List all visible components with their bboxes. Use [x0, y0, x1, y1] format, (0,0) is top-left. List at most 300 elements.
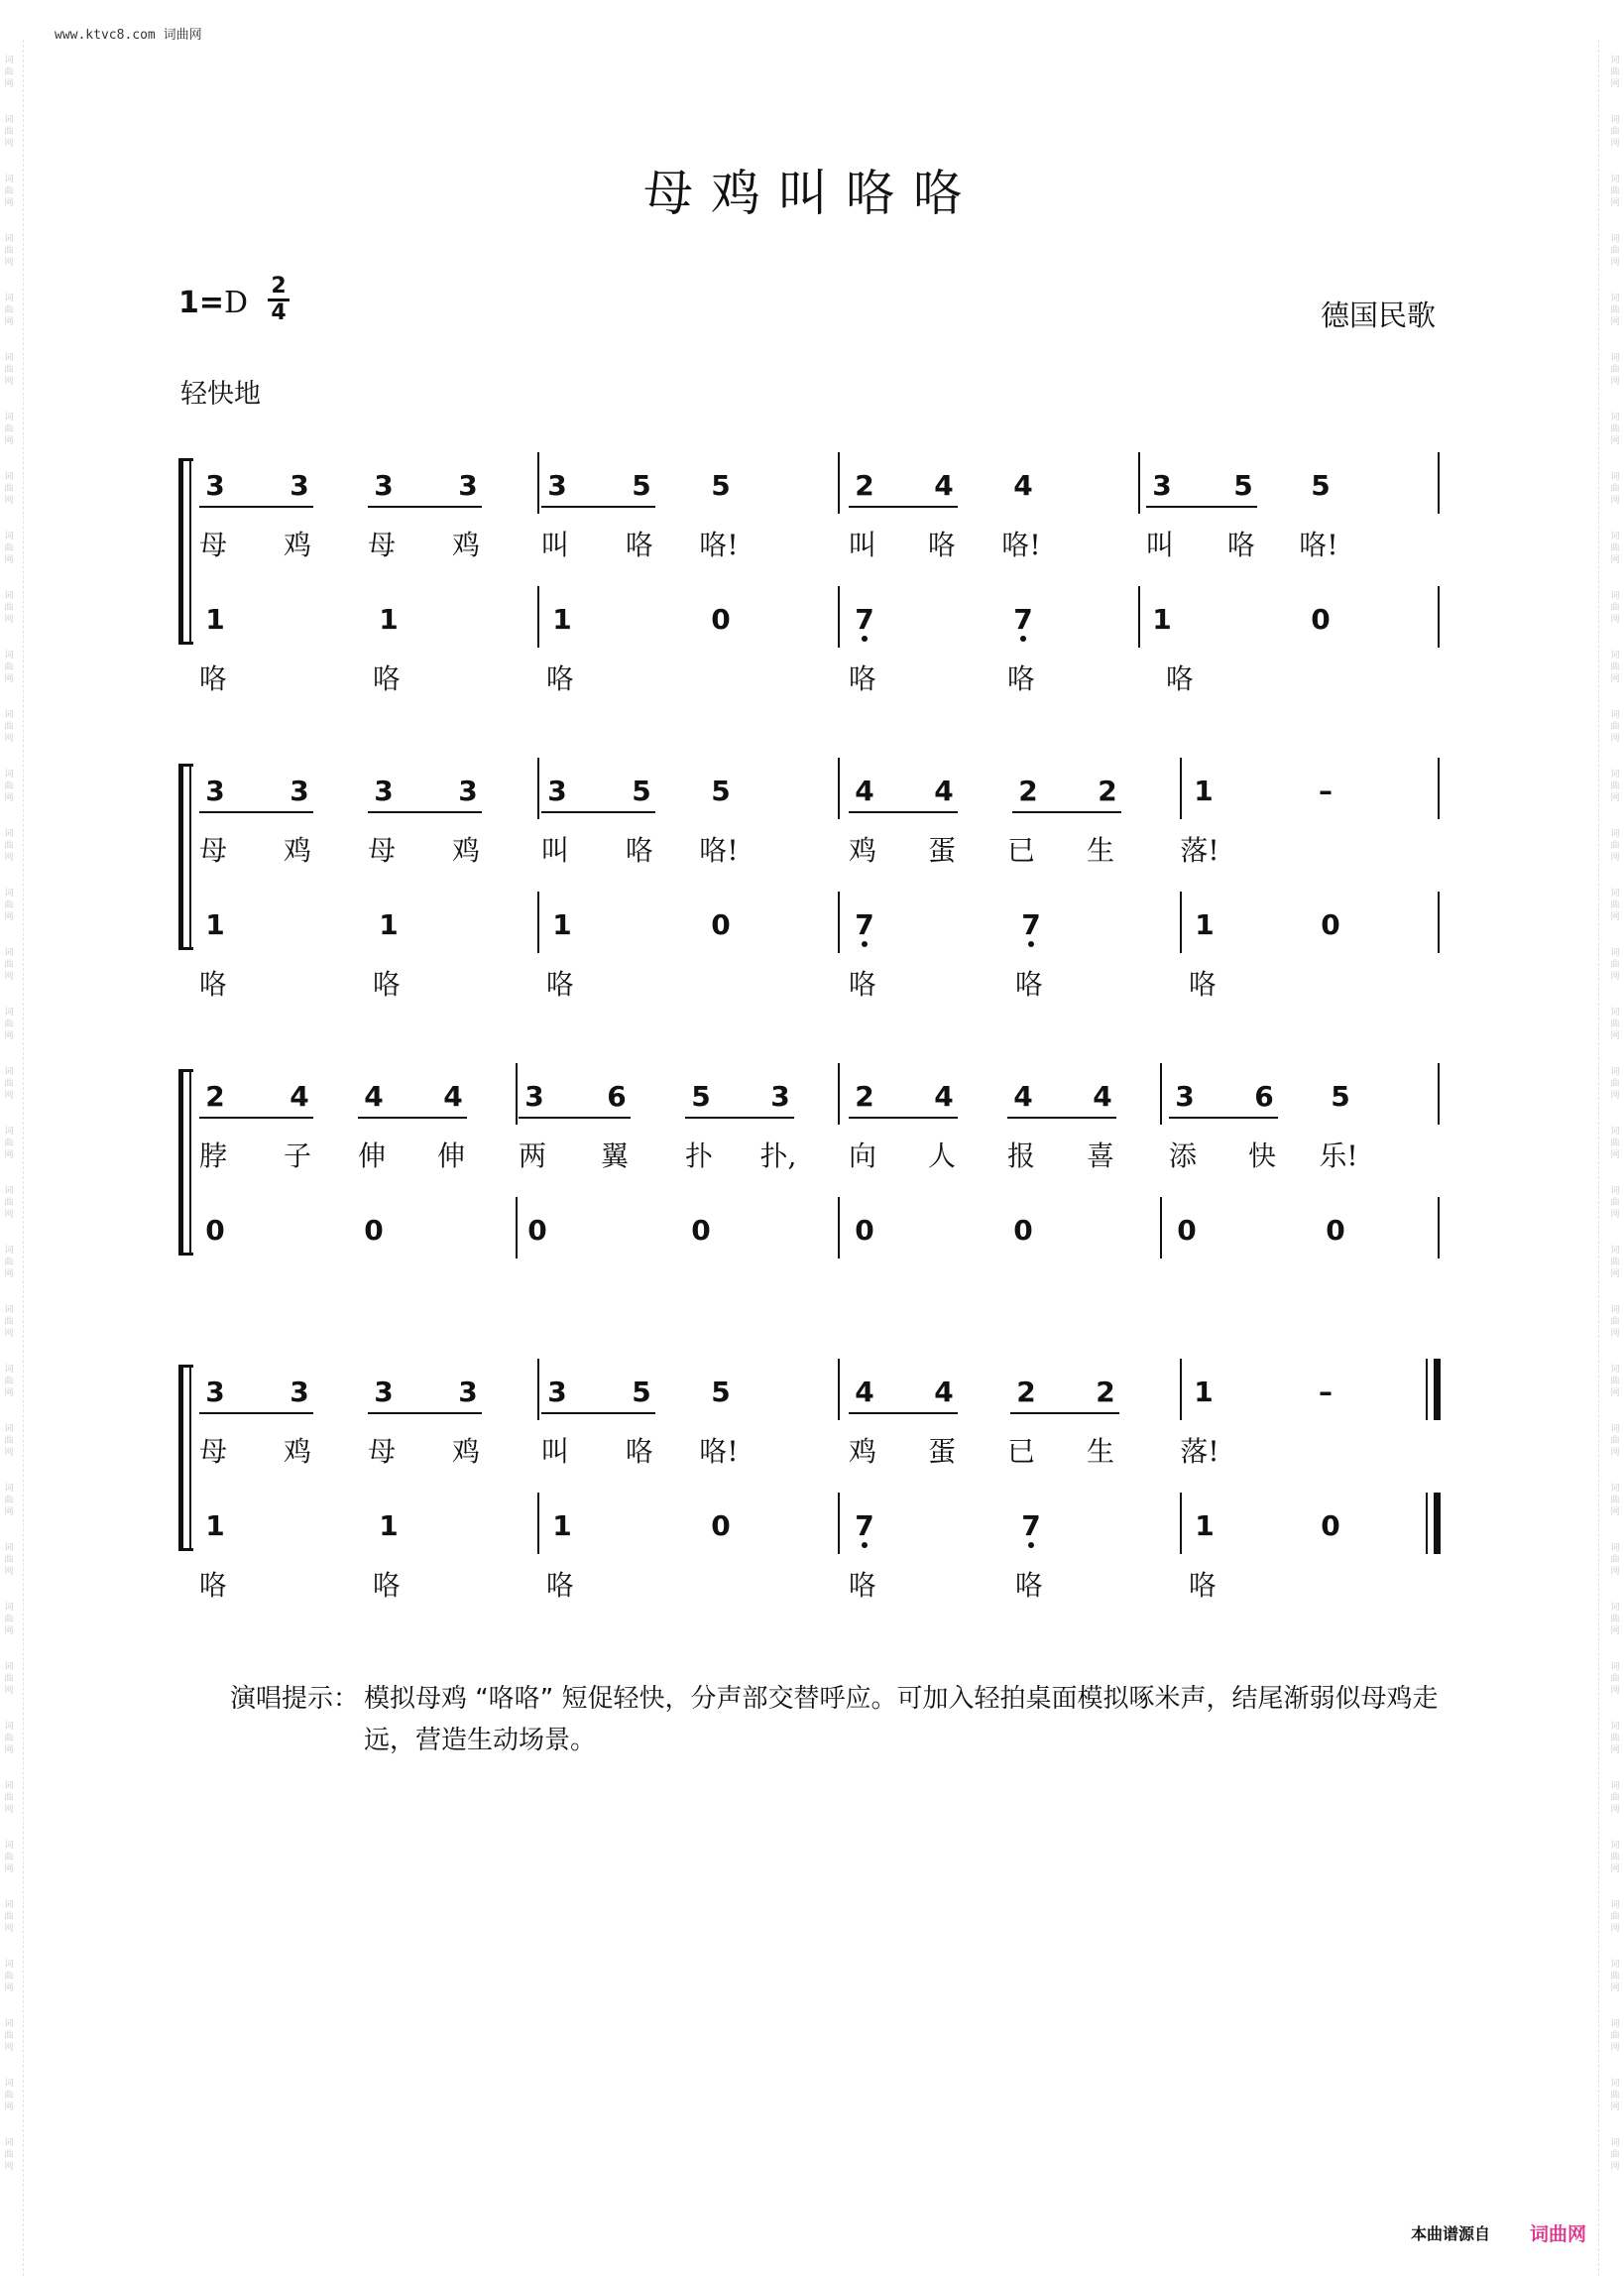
lyric-upper: 咯! [1299, 529, 1338, 561]
watermark-text: 词 曲 网 [4, 1722, 14, 1755]
note: 2 [855, 469, 874, 502]
note: 3 [205, 775, 225, 807]
final-barline-thick [1434, 1493, 1441, 1554]
barline [1180, 1359, 1182, 1420]
barline [838, 892, 840, 953]
lyric-upper: 两 [518, 1139, 546, 1172]
barline [838, 1063, 840, 1125]
lyric-upper: 鸡 [848, 1435, 876, 1468]
footer-site-link[interactable]: 词曲网 [1529, 2223, 1586, 2245]
note: 0 [1311, 603, 1331, 636]
note: – [1319, 1376, 1333, 1408]
lyric-lower: 咯 [848, 968, 876, 1001]
lyric-upper: 落! [1180, 1435, 1219, 1468]
lyric-upper: 蛋 [927, 1435, 956, 1468]
note: 3 [205, 1376, 225, 1408]
note: 0 [1321, 1509, 1340, 1542]
watermark-text: 词 曲 网 [1610, 532, 1620, 565]
watermark-text: 词 曲 网 [4, 1365, 14, 1398]
watermark-text: 词 曲 网 [4, 413, 14, 446]
lyric-upper: 鸡 [451, 1435, 480, 1468]
watermark-text: 词 曲 网 [4, 591, 14, 625]
watermark-text: 词 曲 网 [1610, 1246, 1620, 1279]
lyric-lower: 咯 [545, 1569, 574, 1602]
lyric-upper: 咯! [699, 529, 739, 561]
note: 0 [711, 603, 731, 636]
note: 4 [1013, 469, 1033, 502]
watermark-text: 词 曲 网 [4, 1127, 14, 1160]
watermark-text: 词 曲 网 [1610, 1662, 1620, 1696]
watermark-text: 词 曲 网 [1610, 56, 1620, 89]
note: 5 [632, 775, 651, 807]
note: 0 [855, 1214, 874, 1247]
eighth-beam [1010, 1412, 1119, 1414]
note: 1 [1194, 1376, 1214, 1408]
watermark-text: 词 曲 网 [1610, 1008, 1620, 1041]
watermark-text: 词 曲 网 [4, 115, 14, 149]
lyric-upper: 鸡 [283, 529, 311, 561]
note: 4 [855, 1376, 874, 1408]
lyric-upper: 叫 [1145, 529, 1174, 561]
song-title: 母鸡叫咯咯 [643, 165, 981, 222]
score-system [178, 466, 1438, 695]
watermark-text: 词 曲 网 [1610, 234, 1620, 268]
lower-octave-dot [1020, 636, 1026, 642]
watermark-text: 词 曲 网 [1610, 591, 1620, 625]
note: 2 [855, 1080, 874, 1113]
lyric-upper: 咯! [1001, 529, 1041, 561]
lyric-lower: 咯 [1165, 662, 1194, 695]
lyric-upper: 扑, [759, 1139, 797, 1172]
lyric-upper: 蛋 [927, 834, 956, 867]
note: 4 [1013, 1080, 1033, 1113]
watermark-text: 词 曲 网 [1610, 948, 1620, 982]
lyric-upper: 叫 [848, 529, 876, 561]
watermark-text: 词 曲 网 [1610, 1484, 1620, 1517]
watermark-text: 词 曲 网 [4, 56, 14, 89]
eighth-beam [1169, 1117, 1278, 1119]
lyric-upper: 乐! [1319, 1139, 1358, 1172]
left-watermark [2, 55, 16, 2236]
note: 3 [374, 775, 394, 807]
note: 7 [850, 1506, 879, 1546]
barline [1438, 452, 1440, 514]
watermark-text: 词 曲 网 [4, 1484, 14, 1517]
note: 1 [1194, 775, 1214, 807]
left-margin-line [23, 40, 24, 2276]
note: 1 [379, 1509, 399, 1542]
note: 3 [374, 1376, 394, 1408]
right-watermark [1608, 55, 1622, 2236]
lyric-upper: 添 [1168, 1139, 1197, 1172]
lower-octave-dot [1028, 941, 1034, 947]
score-system [178, 772, 1438, 1001]
lyric-lower: 咯 [372, 662, 401, 695]
note: 0 [527, 1214, 547, 1247]
note: 1 [205, 908, 225, 941]
note: 7 [1008, 600, 1038, 640]
note: 0 [364, 1214, 384, 1247]
final-barline-thick [1434, 1359, 1441, 1420]
lyric-upper: 鸡 [283, 834, 311, 867]
lyric-lower: 咯 [198, 968, 227, 1001]
tempo-marking: 轻快地 [180, 379, 261, 410]
note: 6 [1254, 1080, 1274, 1113]
watermark-text: 词 曲 网 [1610, 115, 1620, 149]
barline [537, 1359, 539, 1420]
note: – [1319, 775, 1333, 807]
eighth-beam [541, 811, 655, 813]
barline [838, 1197, 840, 1258]
note: 3 [205, 469, 225, 502]
note: 1 [379, 908, 399, 941]
lyric-upper: 报 [1006, 1139, 1035, 1172]
watermark-text: 词 曲 网 [1610, 1722, 1620, 1755]
lyric-lower: 咯 [545, 662, 574, 695]
eighth-beam [1007, 1117, 1116, 1119]
note: 3 [547, 1376, 567, 1408]
watermark-text: 词 曲 网 [4, 353, 14, 387]
note: 1 [205, 1509, 225, 1542]
note: 1 [1195, 908, 1215, 941]
note: 3 [458, 775, 478, 807]
final-barline-thin [1426, 1493, 1428, 1554]
note: 3 [547, 469, 567, 502]
watermark-text: 词 曲 网 [1610, 1960, 1620, 1993]
watermark-text: 词 曲 网 [4, 1960, 14, 1993]
barline [537, 892, 539, 953]
watermark-text: 词 曲 网 [4, 1305, 14, 1339]
note: 1 [552, 908, 572, 941]
key-signature: 1=D [178, 286, 249, 320]
lyric-upper: 生 [1086, 1435, 1114, 1468]
tip-text: 模拟母鸡 “咯咯” 短促轻快，分声部交替呼应。可加入轻拍桌面模拟啄米声，结尾渐弱似母鸡走远，营造生动场景。 [364, 1684, 1439, 1755]
note: 4 [855, 775, 874, 807]
watermark-text: 词 曲 网 [4, 1246, 14, 1279]
note: 5 [711, 469, 731, 502]
note: 7 [850, 600, 879, 640]
note: 4 [290, 1080, 309, 1113]
note: 1 [552, 1509, 572, 1542]
note: 4 [934, 1376, 954, 1408]
lyric-upper: 鸡 [283, 1435, 311, 1468]
note: 0 [205, 1214, 225, 1247]
watermark-text: 词 曲 网 [1610, 2138, 1620, 2172]
lyric-lower: 咯 [372, 968, 401, 1001]
barline [1438, 1197, 1440, 1258]
note: 3 [770, 1080, 790, 1113]
note: 2 [1018, 775, 1038, 807]
watermark-text: 词 曲 网 [4, 1543, 14, 1577]
final-barline-thin [1426, 1359, 1428, 1420]
lyric-upper: 咯! [699, 834, 739, 867]
note: 2 [1098, 775, 1117, 807]
eighth-beam [199, 506, 313, 508]
note: 0 [711, 908, 731, 941]
watermark-text: 词 曲 网 [1610, 2079, 1620, 2112]
note: 4 [364, 1080, 384, 1113]
barline [838, 1493, 840, 1554]
lyric-lower: 咯 [372, 1569, 401, 1602]
watermark-text: 词 曲 网 [1610, 1186, 1620, 1220]
lyric-upper: 已 [1006, 834, 1035, 867]
watermark-text: 词 曲 网 [4, 2079, 14, 2112]
barline [537, 758, 539, 819]
lyric-upper: 咯! [699, 1435, 739, 1468]
lyric-upper: 生 [1086, 834, 1114, 867]
eighth-beam [199, 811, 313, 813]
note: 7 [1016, 905, 1046, 945]
footer-source-label: 本曲谱源自 [1410, 2224, 1490, 2243]
barline [838, 452, 840, 514]
note: 3 [290, 1376, 309, 1408]
watermark-text: 词 曲 网 [1610, 1841, 1620, 1874]
note: 5 [1331, 1080, 1350, 1113]
barline [516, 1063, 518, 1125]
lyric-lower: 咯 [198, 1569, 227, 1602]
eighth-beam [358, 1117, 467, 1119]
watermark-text: 词 曲 网 [4, 1603, 14, 1636]
note: 2 [1096, 1376, 1115, 1408]
lyric-lower: 咯 [1014, 1569, 1043, 1602]
lyric-lower: 咯 [1014, 968, 1043, 1001]
lyric-upper: 咯 [625, 1435, 653, 1468]
eighth-beam [199, 1117, 313, 1119]
note: 4 [934, 1080, 954, 1113]
watermark-text: 词 曲 网 [1610, 2019, 1620, 2053]
watermark-text: 词 曲 网 [4, 889, 14, 922]
lyric-upper: 咯 [625, 529, 653, 561]
watermark-text: 词 曲 网 [4, 1841, 14, 1874]
note: 5 [711, 775, 731, 807]
note: 5 [632, 469, 651, 502]
barline [1438, 1063, 1440, 1125]
eighth-beam [199, 1412, 313, 1414]
note: 1 [1195, 1509, 1215, 1542]
watermark-text: 词 曲 网 [1610, 829, 1620, 863]
watermark-text: 词 曲 网 [1610, 472, 1620, 506]
lower-octave-dot [862, 941, 868, 947]
lyric-lower: 咯 [1188, 968, 1217, 1001]
lyric-upper: 叫 [540, 834, 569, 867]
lyric-upper: 向 [848, 1139, 876, 1172]
barline [1160, 1197, 1162, 1258]
watermark-text: 词 曲 网 [4, 472, 14, 506]
note: 1 [379, 603, 399, 636]
eighth-beam [541, 506, 655, 508]
watermark-text: 词 曲 网 [1610, 1603, 1620, 1636]
note: 0 [691, 1214, 711, 1247]
watermark-text: 词 曲 网 [1610, 889, 1620, 922]
lyric-upper: 伸 [357, 1139, 386, 1172]
lyric-lower: 咯 [545, 968, 574, 1001]
watermark-text: 词 曲 网 [1610, 353, 1620, 387]
note: 4 [934, 469, 954, 502]
watermark-text: 词 曲 网 [4, 1008, 14, 1041]
watermark-text: 词 曲 网 [4, 651, 14, 684]
lyric-upper: 母 [198, 1435, 227, 1468]
barline [1180, 1493, 1182, 1554]
lyric-upper: 母 [367, 834, 396, 867]
lyric-lower: 咯 [1188, 1569, 1217, 1602]
note: 5 [711, 1376, 731, 1408]
note: 3 [524, 1080, 544, 1113]
note: 3 [290, 775, 309, 807]
note: 3 [458, 469, 478, 502]
lyric-upper: 扑 [684, 1139, 713, 1172]
lower-octave-dot [862, 1542, 868, 1548]
note: 1 [205, 603, 225, 636]
time-signature [268, 276, 290, 324]
lyric-lower: 咯 [198, 662, 227, 695]
lyric-upper: 咯 [1226, 529, 1255, 561]
watermark-text: 词 曲 网 [4, 710, 14, 744]
eighth-beam [849, 506, 958, 508]
eighth-beam [1146, 506, 1257, 508]
note: 2 [205, 1080, 225, 1113]
watermark-text: 词 曲 网 [1610, 710, 1620, 744]
note: 3 [374, 469, 394, 502]
score-system [178, 1077, 1438, 1246]
score-system [178, 1373, 1438, 1602]
watermark-text: 词 曲 网 [1610, 413, 1620, 446]
barline [838, 758, 840, 819]
site-url[interactable]: www.ktvc8.com 词曲网 [55, 28, 202, 43]
watermark-text: 词 曲 网 [4, 1424, 14, 1458]
watermark-text: 词 曲 网 [1610, 770, 1620, 803]
lyric-upper: 鸡 [848, 834, 876, 867]
barline [1180, 758, 1182, 819]
watermark-text: 词 曲 网 [1610, 1305, 1620, 1339]
lyric-upper: 翼 [600, 1139, 629, 1172]
lyric-upper: 母 [367, 1435, 396, 1468]
barline [537, 586, 539, 648]
note: 4 [443, 1080, 463, 1113]
watermark-text: 词 曲 网 [4, 948, 14, 982]
eighth-beam [1012, 811, 1121, 813]
lyric-upper: 子 [283, 1139, 311, 1172]
note: 4 [1093, 1080, 1112, 1113]
lyric-upper: 人 [927, 1139, 956, 1172]
lyric-upper: 快 [1247, 1139, 1276, 1172]
note: 1 [552, 603, 572, 636]
note: 5 [1233, 469, 1253, 502]
barline [1438, 586, 1440, 648]
lyric-upper: 母 [198, 529, 227, 561]
watermark-text: 词 曲 网 [1610, 1365, 1620, 1398]
watermark-text: 词 曲 网 [4, 829, 14, 863]
lyric-upper: 咯 [927, 529, 956, 561]
barline [1180, 892, 1182, 953]
note: 0 [1326, 1214, 1345, 1247]
watermark-text: 词 曲 网 [4, 1186, 14, 1220]
lyric-upper: 落! [1180, 834, 1219, 867]
barline [537, 452, 539, 514]
watermark-text: 词 曲 网 [1610, 651, 1620, 684]
lyric-upper: 母 [367, 529, 396, 561]
lyric-lower: 咯 [848, 662, 876, 695]
eighth-beam [368, 1412, 482, 1414]
note: 0 [711, 1509, 731, 1542]
watermark-text: 词 曲 网 [4, 770, 14, 803]
watermark-text: 词 曲 网 [1610, 1781, 1620, 1815]
time-top: 2 [271, 274, 287, 299]
eighth-beam [541, 1412, 655, 1414]
lyric-upper: 叫 [540, 529, 569, 561]
composer: 德国民歌 [1320, 299, 1436, 332]
eighth-beam [368, 506, 482, 508]
time-bottom: 4 [271, 300, 287, 325]
lyric-upper: 鸡 [451, 529, 480, 561]
lyric-upper: 咯 [625, 834, 653, 867]
barline [1160, 1063, 1162, 1125]
watermark-text: 词 曲 网 [4, 175, 14, 208]
lower-octave-dot [1028, 1542, 1034, 1548]
note: 3 [547, 775, 567, 807]
note: 3 [1175, 1080, 1195, 1113]
eighth-beam [685, 1117, 794, 1119]
barline [1438, 758, 1440, 819]
note: 7 [850, 905, 879, 945]
watermark-text: 词 曲 网 [4, 294, 14, 327]
note: 2 [1016, 1376, 1036, 1408]
barline [1138, 586, 1140, 648]
eighth-beam [519, 1117, 631, 1119]
note: 5 [691, 1080, 711, 1113]
note: 1 [1152, 603, 1172, 636]
watermark-text: 词 曲 网 [4, 1067, 14, 1101]
watermark-text: 词 曲 网 [4, 1900, 14, 1934]
watermark-text: 词 曲 网 [4, 1662, 14, 1696]
note: 3 [290, 469, 309, 502]
lyric-upper: 伸 [436, 1139, 465, 1172]
eighth-beam [849, 811, 958, 813]
lyric-lower: 咯 [1006, 662, 1035, 695]
lyric-upper: 喜 [1086, 1139, 1114, 1172]
note: 3 [458, 1376, 478, 1408]
note: 4 [934, 775, 954, 807]
note: 7 [1016, 1506, 1046, 1546]
barline [516, 1197, 518, 1258]
note: 6 [607, 1080, 627, 1113]
eighth-beam [849, 1117, 958, 1119]
watermark-text: 词 曲 网 [4, 2138, 14, 2172]
lyric-upper: 母 [198, 834, 227, 867]
lyric-upper: 已 [1006, 1435, 1035, 1468]
watermark-text: 词 曲 网 [1610, 1067, 1620, 1101]
eighth-beam [849, 1412, 958, 1414]
lyric-upper: 叫 [540, 1435, 569, 1468]
note: 0 [1177, 1214, 1197, 1247]
barline [838, 586, 840, 648]
watermark-text: 词 曲 网 [1610, 1543, 1620, 1577]
lower-octave-dot [862, 636, 868, 642]
barline [1438, 892, 1440, 953]
barline [838, 1359, 840, 1420]
barline [1138, 452, 1140, 514]
note: 0 [1013, 1214, 1033, 1247]
tip-label: 演唱提示： [230, 1684, 360, 1714]
note: 5 [1311, 469, 1331, 502]
watermark-text: 词 曲 网 [4, 234, 14, 268]
watermark-text: 词 曲 网 [1610, 1127, 1620, 1160]
watermark-text: 词 曲 网 [1610, 1424, 1620, 1458]
watermark-text: 词 曲 网 [4, 532, 14, 565]
note: 5 [632, 1376, 651, 1408]
lyric-upper: 鸡 [451, 834, 480, 867]
watermark-text: 词 曲 网 [1610, 1900, 1620, 1934]
watermark-text: 词 曲 网 [1610, 294, 1620, 327]
